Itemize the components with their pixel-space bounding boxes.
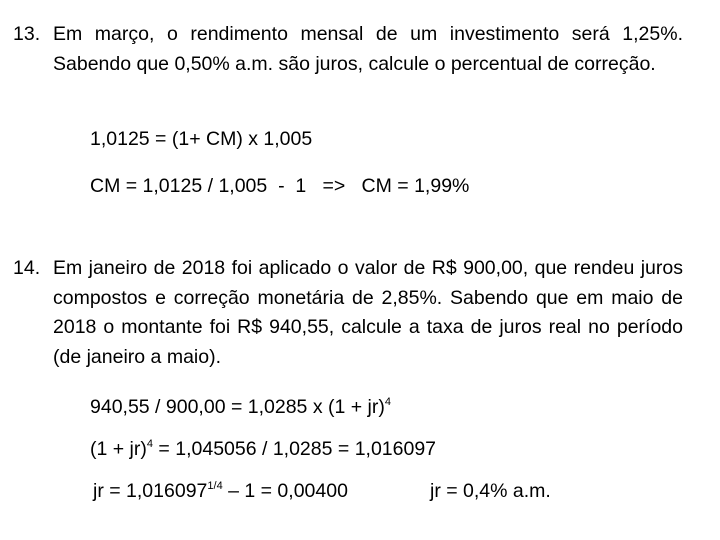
problem-13-equation-2: CM = 1,0125 / 1,005 - 1 => CM = 1,99% xyxy=(90,175,470,197)
problem-14-equation-2-exponent: 4 xyxy=(146,438,154,450)
problem-13-statement: Em março, o rendimento mensal de um investimento será 1,25%. Sabendo que 0,50% a.m. são juros, calcule o percentual de correção. xyxy=(53,23,683,75)
problem-14-result: jr = 0,4% a.m. xyxy=(430,480,551,502)
problem-14-equation-1-exponent: 4 xyxy=(384,396,391,408)
problem-13 xyxy=(13,20,683,79)
problem-14-number: 14. xyxy=(13,257,41,279)
problem-14-statement: Em janeiro de 2018 foi aplicado o valor de R$ 900,00, que rendeu juros compostos e correção monetária de 2,85%. Sabendo que em maio de 2018 o montante foi R$ 940,55, calcule a taxa de juros real no período (de janeiro a maio). xyxy=(53,257,683,368)
problem-14-equation-1 xyxy=(90,395,391,422)
problem-14-equation-1-text: 940,55 / 900,00 = 1,0285 x (1 + jr) xyxy=(90,396,385,418)
problem-13-number: 13. xyxy=(13,23,41,45)
problem-14-equation-3 xyxy=(93,479,348,506)
problem-14-equation-2-lhs: (1 + jr) xyxy=(90,438,147,460)
problem-14-equation-3-lhs: jr = 1,016097 xyxy=(93,480,208,502)
problem-14-equation-3-exponent: 1/4 xyxy=(207,480,223,492)
problem-13-equation-1: 1,0125 = (1+ CM) x 1,005 xyxy=(90,128,313,150)
problem-14-equation-2-rhs: = 1,045056 / 1,0285 = 1,016097 xyxy=(153,438,437,460)
problem-14-equation-2 xyxy=(90,437,436,464)
problem-14-equation-3-rhs: – 1 = 0,00400 xyxy=(222,480,348,502)
problem-14 xyxy=(13,254,683,372)
